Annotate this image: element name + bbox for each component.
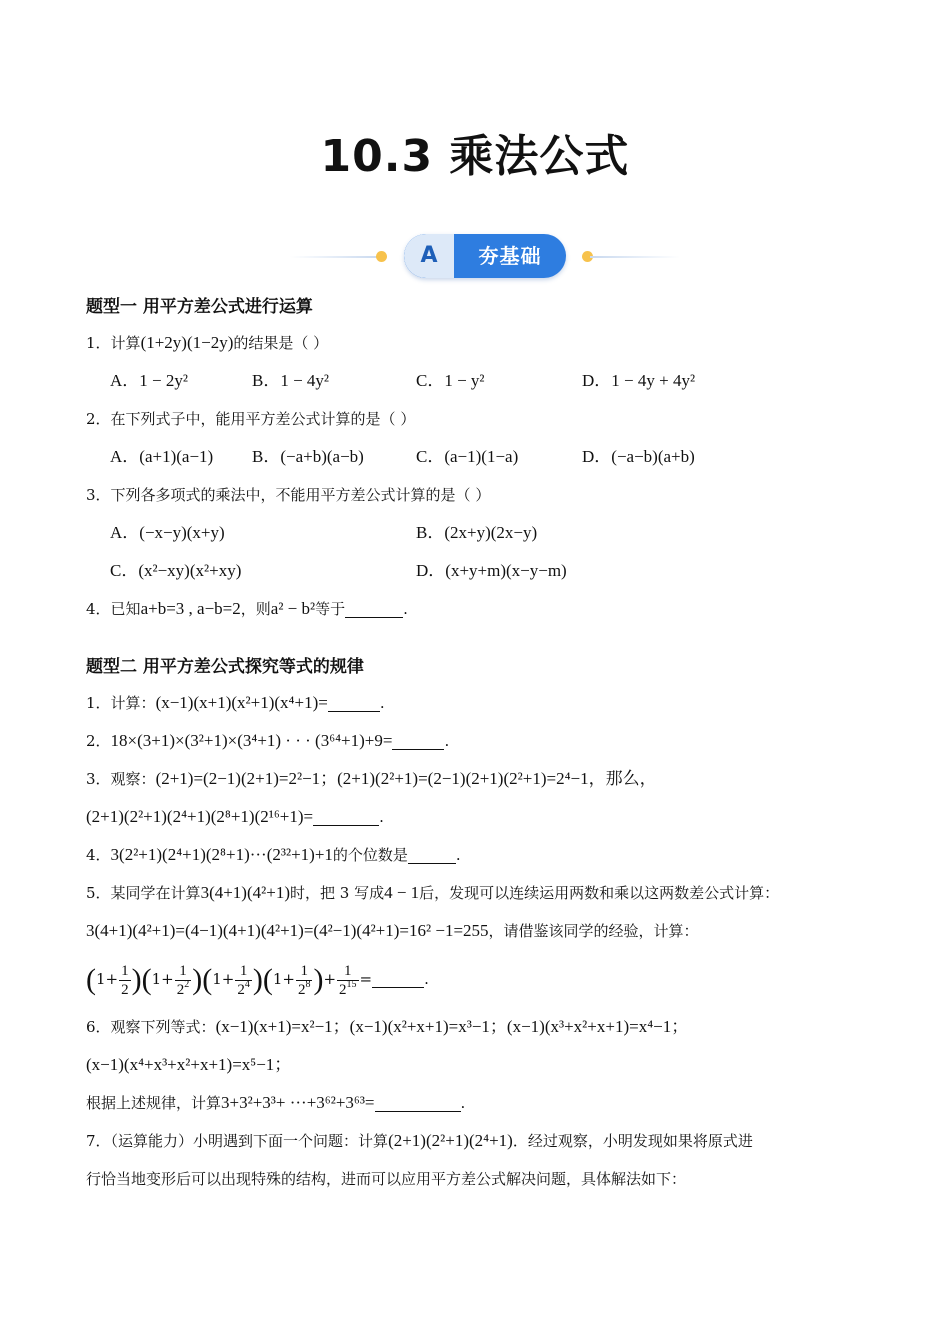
question-text: 等于 [315,600,346,618]
fraction: $\frac{1}{2}$ [121,962,129,998]
option-b[interactable]: B．(2x+y)(2x−y) [416,523,538,542]
answer-blank[interactable] [328,697,380,712]
question-2-5 [86,874,870,950]
question-text: 的个位数是 [332,846,408,864]
banner-pill [404,234,566,278]
question-number: 1． [86,694,111,712]
options-1-1 [86,362,870,400]
fraction: $\frac{1}{2^8}$ [297,962,311,998]
question-number: 4． [86,846,111,864]
question-text: 已知 [110,600,141,618]
section-title-1: 题型一 用平方差公式进行运算 [86,297,313,317]
question-text: 的结果是（ ） [233,334,329,352]
option-c[interactable]: C．(a−1)(1−a) [416,447,519,466]
options-1-3-row1 [86,514,870,552]
question-1-4: 4．已知a+b=3 , a−b=2，则a² − b²等于 . [86,599,408,618]
banner-letter: A [404,234,454,278]
math-expression: a+b=3 , a−b=2 [140,599,241,618]
option-d[interactable]: D．(−a−b)(a+b) [582,447,695,466]
question-number: 6． [86,1018,111,1036]
question-number: 3． [86,486,111,504]
question-2-3: 3．观察：(2+1)=(2−1)(2+1)=2²−1；(2+1)(2²+1)=(2−1)(2+1)(2²+1)=2⁴−1，那么， (2+1)(2²+1)(2⁴+1)(2⁸+1)(2¹⁶+1)= . [86,769,657,826]
option-b[interactable]: B．1 − 4y² [252,371,330,390]
answer-blank[interactable] [408,849,456,864]
question-1-1 [86,324,870,362]
math-expression: 3(2²+1)(2⁴+1)(2⁸+1)···(2³²+1)+1 [110,845,333,864]
answer-blank[interactable] [313,811,379,826]
question-text: 下列各多项式的乘法中，不能用平方差公式计算的是（ ） [110,486,491,504]
math-expression: 4 − 1 [384,883,420,902]
option-a[interactable]: A．(a+1)(a−1) [110,447,214,466]
math-expression: 18×(3+1)×(3²+1)×(3⁴+1) · · · (3⁶⁴+1)+9= [110,731,393,750]
question-text: ．经过观察，小明发现如果将原式进 [512,1132,753,1150]
question-text: 观察： [110,770,156,788]
answer-blank[interactable] [345,603,403,618]
options-1-2 [86,438,870,476]
option-d[interactable]: D．1 − 4y + 4y² [582,371,696,390]
question-2-4: 4．3(2²+1)(2⁴+1)(2⁸+1)···(2³²+1)+1的个位数是 . [86,845,461,864]
math-expression: (1+2y)(1−2y) [140,333,234,352]
math-expression: (2+1)(2²+1)(2⁴+1) [388,1131,513,1150]
question-text: 时，把 3 写成 [289,884,385,902]
question-text: ，则 [240,600,271,618]
question-2-7 [86,1122,870,1198]
fraction: $\frac{1}{2^2}$ [176,962,190,998]
question-text: ，请借鉴该同学的经验，计算： [488,922,699,940]
math-expression: 3+3²+3³+ ···+3⁶²+3⁶³= [221,1093,375,1112]
question-number: 4． [86,600,111,618]
fraction: $\frac{1}{2^4}$ [237,962,250,998]
fraction: $\frac{1}{2^{15}}$ [339,962,357,998]
question-text: 计算： [110,694,156,712]
question-number: 1． [86,334,111,352]
option-b[interactable]: B．(−a+b)(a−b) [252,447,364,466]
section-banner [290,230,680,282]
question-number: 2． [86,410,111,428]
question-text: 计算 [110,334,141,352]
fraction-expression: (1+ $\frac{1}{2}$ )(1+ $\frac{1}{2^2}$ )(1+ $\frac{1}{2^4}$ )(1+ $\frac{1}{2^8}$ )+ $\frac{1}{2^{15}}$ = . [86,962,429,998]
question-text: （运算能力）小明遇到下面一个问题：计算 [110,1132,389,1150]
question-2-1: 1．计算：(x−1)(x+1)(x²+1)(x⁴+1)= . [86,693,385,712]
option-a[interactable]: A．1 − 2y² [110,371,188,390]
question-number: 3． [86,770,111,788]
answer-blank[interactable] [372,973,424,988]
options-1-3-row2 [86,552,870,590]
question-1-2 [86,400,870,438]
question-text: 行恰当地变形后可以出现特殊的结构，进而可以应用平方差公式解决问题，具体解法如下： [86,1170,687,1188]
math-expression: (x−1)(x+1)=x²−1；(x−1)(x²+x+1)=x³−1；(x−1)(x³+x²+x+1)=x⁴−1； [215,1017,689,1036]
math-expression: a² − b² [270,599,316,618]
question-number: 5． [86,884,111,902]
math-expression: 3(4+1)(4²+1)=(4−1)(4+1)(4²+1)=(4²−1)(4²+1)=16² −1=255 [86,921,489,940]
banner-left-line [290,256,380,258]
question-text: 观察下列等式： [110,1018,216,1036]
banner-left-dot [376,251,387,262]
option-d[interactable]: D．(x+y+m)(x−y−m) [416,561,567,580]
question-number: 2． [86,732,111,750]
worksheet-content [86,290,870,1198]
section-title-2: 题型二 用平方差公式探究等式的规律 [86,657,364,677]
question-1-3 [86,476,870,514]
math-expression: (2+1)=(2−1)(2+1)=2²−1；(2+1)(2²+1)=(2−1)(2+1)(2²+1)=2⁴−1，那么， [155,769,657,788]
answer-blank[interactable] [375,1097,461,1112]
question-text: 某同学在计算 [110,884,201,902]
math-expression: (x−1)(x+1)(x²+1)(x⁴+1)= [155,693,328,712]
question-text: 后，发现可以连续运用两数和乘以这两数差公式计算： [419,884,780,902]
math-expression: (x−1)(x⁴+x³+x²+x+1)=x⁵−1； [86,1055,292,1074]
question-text: 在下列式子中，能用平方差公式计算的是（ ） [110,410,416,428]
banner-right-line [590,256,680,258]
question-2-6: 6．观察下列等式：(x−1)(x+1)=x²−1；(x−1)(x²+x+1)=x³−1；(x−1)(x³+x²+x+1)=x⁴−1； (x−1)(x⁴+x³+x²+x+1)=x⁵−1； 根据上述规律，计算3+3²+3³+ ···+3⁶²+3⁶³= . [86,1017,689,1112]
page-title: 10.3 乘法公式 [320,131,630,182]
question-text: 根据上述规律，计算 [86,1094,222,1112]
math-expression: (2+1)(2²+1)(2⁴+1)(2⁸+1)(2¹⁶+1)= [86,807,314,826]
answer-blank[interactable] [392,735,444,750]
question-number: 7． [86,1132,111,1150]
option-a[interactable]: A．(−x−y)(x+y) [110,523,225,542]
option-c[interactable]: C．1 − y² [416,371,485,390]
math-expression: 3(4+1)(4²+1) [200,883,290,902]
banner-label: 夯基础 [478,244,542,268]
question-2-2: 2．18×(3+1)×(3²+1)×(3⁴+1) · · · (3⁶⁴+1)+9= . [86,731,450,750]
option-c[interactable]: C．(x²−xy)(x²+xy) [110,561,242,580]
